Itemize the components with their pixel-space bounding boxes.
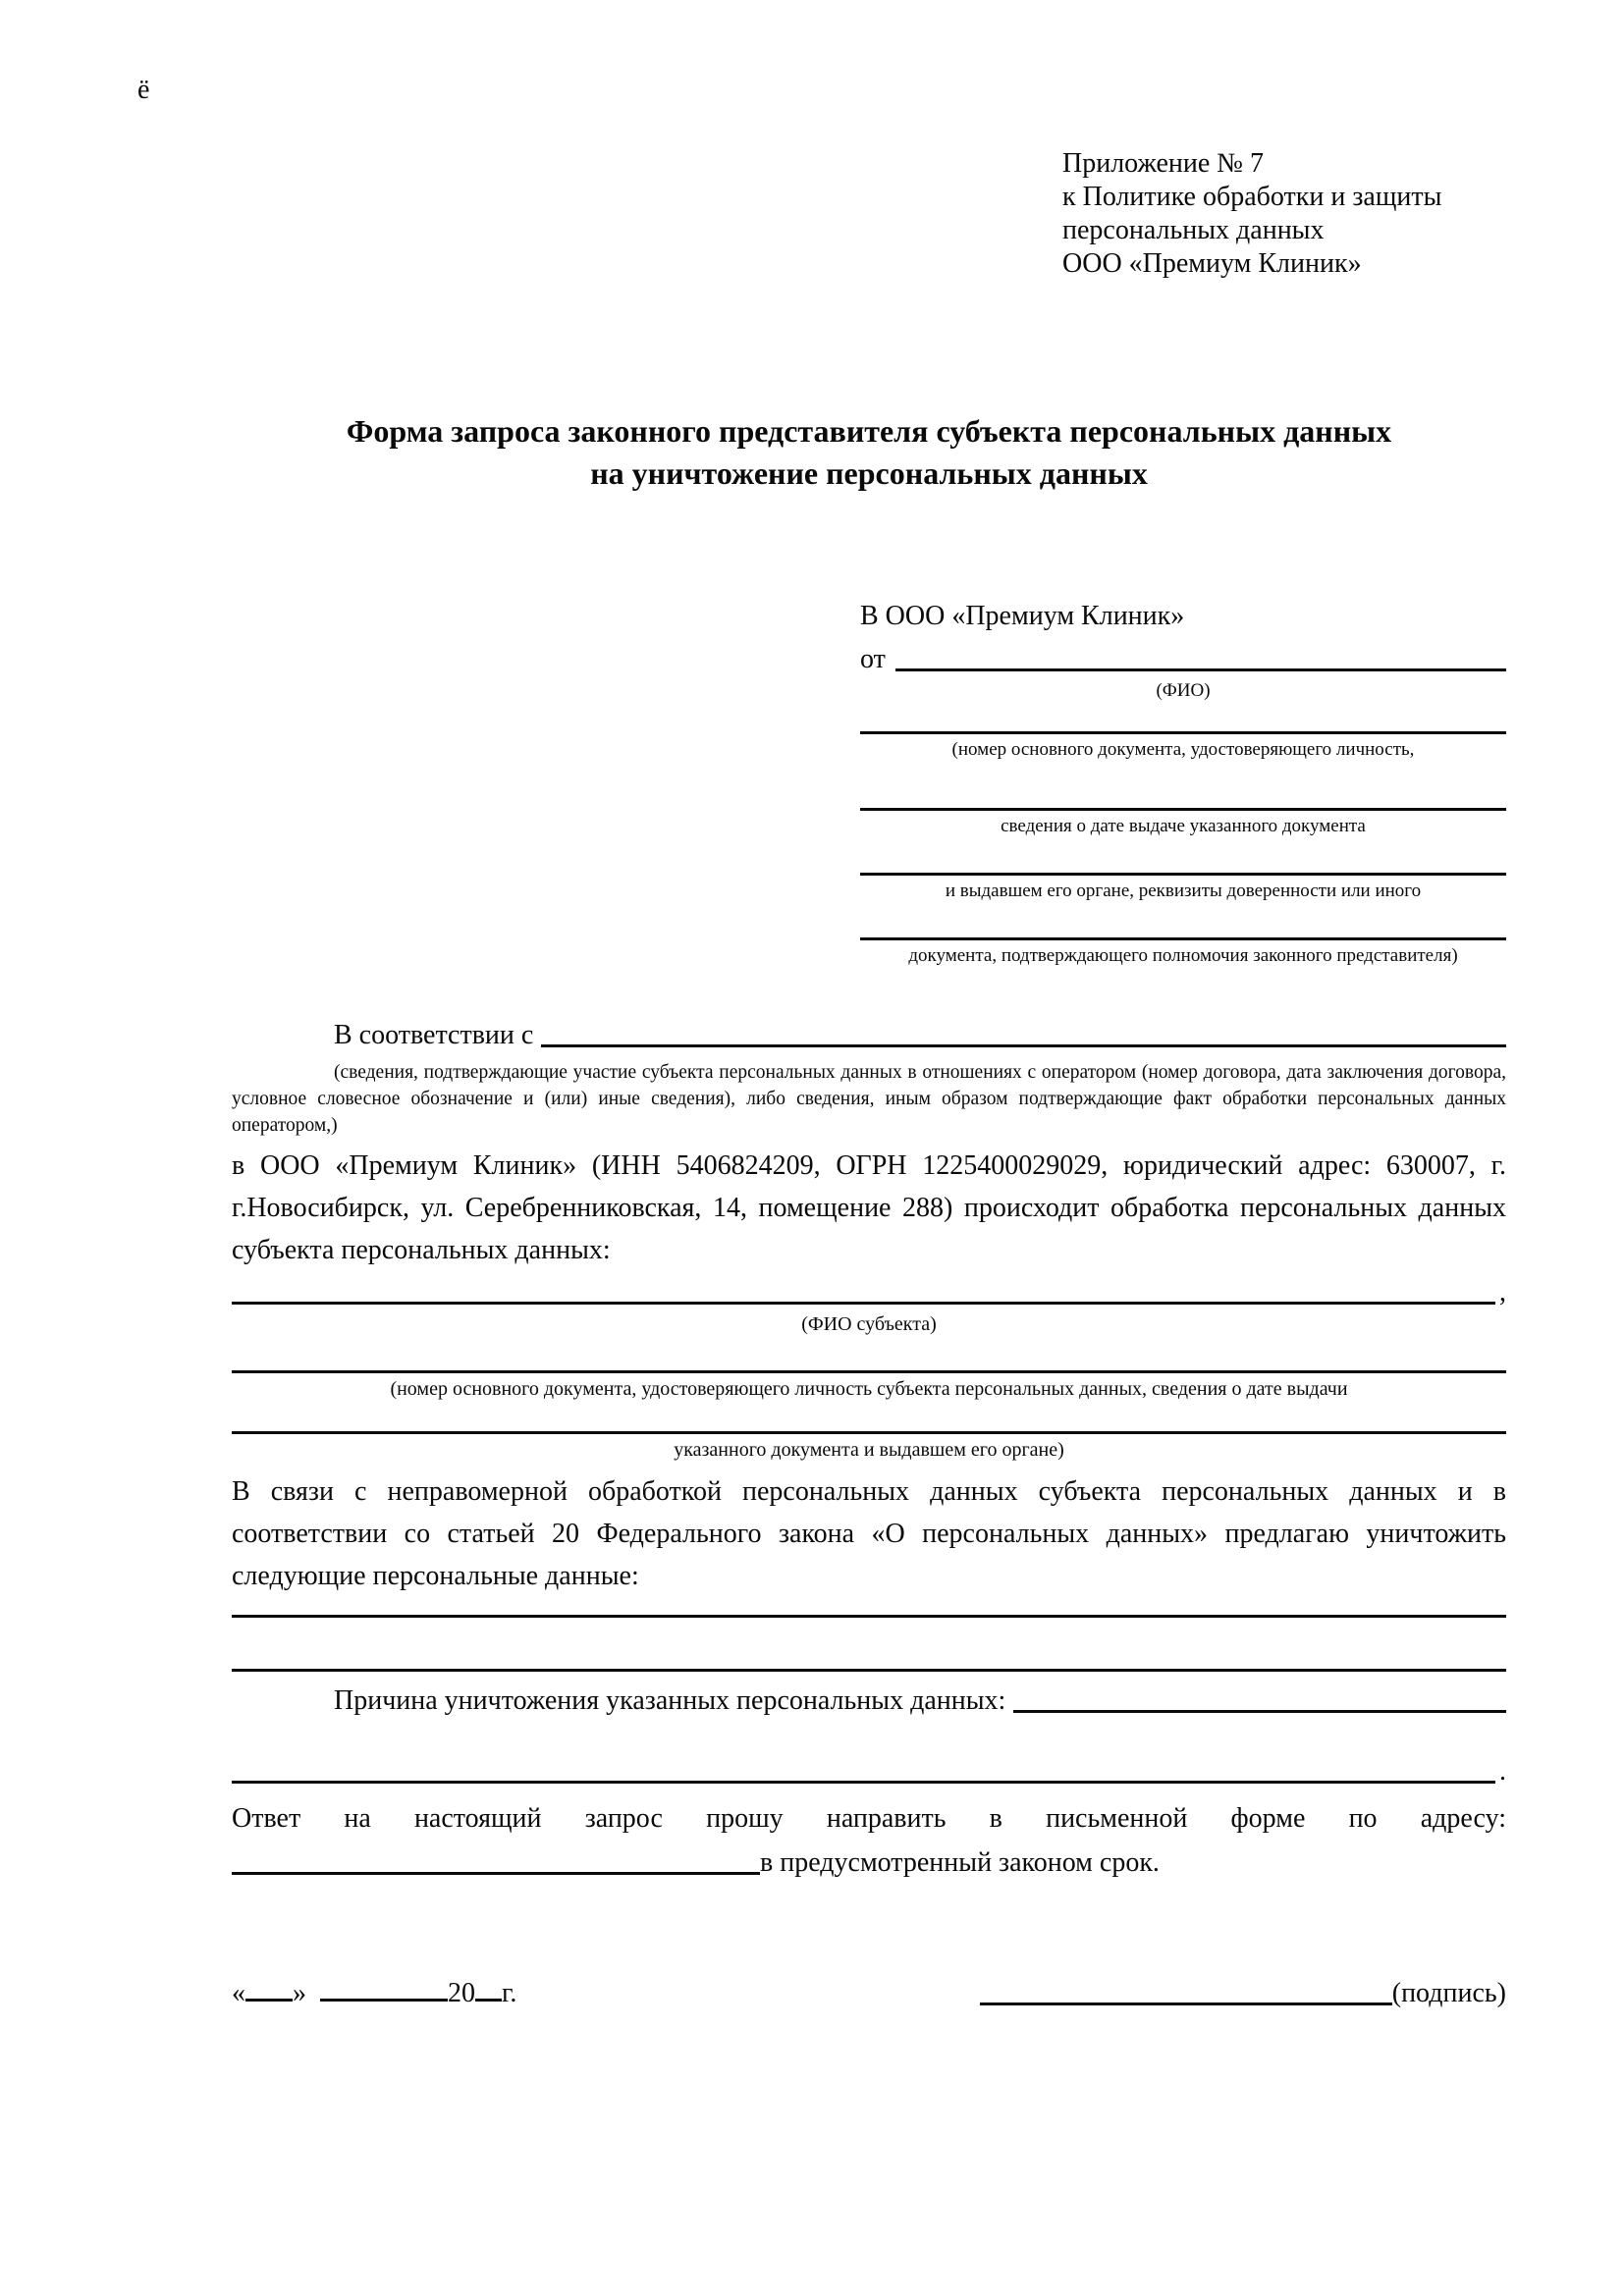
period-suffix: . xyxy=(1499,1756,1506,1787)
footer-row xyxy=(232,1977,1506,2009)
fio-caption: (ФИО) xyxy=(1156,680,1211,701)
subject-fio-row xyxy=(232,1277,1506,1308)
reason-label: Причина уничтожения указанных персональных данных: xyxy=(334,1685,1006,1716)
header-line: к Политике обработки и защиты xyxy=(1062,182,1442,212)
data-blank-line xyxy=(232,1615,1506,1618)
stray-char: ё xyxy=(137,75,150,105)
accordance-row xyxy=(232,1020,1506,1051)
fio-blank-line xyxy=(895,668,1506,671)
attachment-header xyxy=(1062,147,1506,281)
demand-paragraph: В связи с неправомерной обработкой персональных данных субъекта персональных данных и в соответствии со статьей 20 Федерального закона «О персональных данных» предлагаю уничтожить следующие персональные данные: xyxy=(232,1476,1506,1591)
header-line: персональных данных xyxy=(1062,215,1325,245)
doc-blank-line xyxy=(860,731,1506,734)
doc-blank-line xyxy=(860,937,1506,940)
doc-blank-line xyxy=(860,873,1506,876)
addressee-to: В ООО «Премиум Клиник» xyxy=(860,601,1185,631)
month-blank xyxy=(320,1977,448,2002)
from-label: от xyxy=(860,644,886,674)
accordance-note: (сведения, подтверждающие участие субъекта персональных данных в отношениях с оператором (номер договора, дата заключения договора, условное словесное обозначение и (или) иные сведения), либо сведения, иным образом подтверждающие факт обработки персональных данных оператором,) xyxy=(232,1062,1506,1136)
reason-blank-line xyxy=(1013,1710,1506,1713)
address-blank-line xyxy=(232,1872,760,1875)
response-paragraph: Ответ на настоящий запрос прошу направить в письменной форме по адресу: xyxy=(232,1803,1506,1834)
signature-group xyxy=(980,1978,1506,2009)
subject-fio-blank-line xyxy=(232,1302,1495,1305)
header-line: Приложение № 7 xyxy=(1062,148,1264,179)
signature-caption: (подпись) xyxy=(1391,1978,1506,2008)
address-row xyxy=(232,1847,1506,1879)
form-title-line-2: на уничтожение персональных данных xyxy=(590,455,1148,491)
addressee-block xyxy=(860,601,1506,969)
reason-blank-line-2 xyxy=(232,1781,1495,1784)
from-row xyxy=(860,644,1506,675)
subject-doc-blank-line xyxy=(232,1431,1506,1434)
accordance-label: В соответствии с xyxy=(334,1020,534,1050)
quote-open: « xyxy=(232,1978,245,2008)
subject-doc-caption-1: (номер основного документа, удостоверяющего личность субъекта персональных данных, сведения о дате выдачи xyxy=(390,1378,1348,1400)
quote-close: » xyxy=(293,1978,306,2008)
doc-blank-line xyxy=(860,808,1506,811)
form-title-line-1: Форма запроса законного представителя субъекта персональных данных xyxy=(346,413,1392,449)
year-blank xyxy=(475,1977,502,2002)
signature-blank-line xyxy=(980,1981,1392,2005)
form-title xyxy=(232,410,1506,495)
year-prefix: 20 xyxy=(448,1978,475,2008)
reason-end-row xyxy=(232,1756,1506,1788)
subject-doc-caption-2: указанного документа и выдавшем его органе) xyxy=(674,1439,1064,1461)
doc-caption: и выдавшем его органе, реквизиты доверенности или иного xyxy=(945,881,1422,901)
doc-caption: (номер основного документа, удостоверяющего личность, xyxy=(951,739,1415,760)
operator-paragraph: в ООО «Премиум Клиник» (ИНН 5406824209, ОГРН 1225400029029, юридический адрес: 630007, г. г.Новосибирск, ул. Серебренниковская, 14, помещение 288) происходит обработка персональных данных субъекта персональных данных: xyxy=(232,1150,1506,1265)
doc-caption: документа, подтверждающего полномочия законного представителя) xyxy=(908,945,1458,966)
day-blank xyxy=(245,1977,293,2002)
subject-fio-caption: (ФИО субъекта) xyxy=(801,1313,937,1335)
year-suffix: г. xyxy=(502,1978,517,2008)
subject-doc-blank-line xyxy=(232,1370,1506,1373)
date-group xyxy=(232,1977,516,2009)
reason-row xyxy=(232,1685,1506,1717)
doc-caption: сведения о дате выдаче указанного документа xyxy=(1001,816,1366,836)
accordance-blank-line xyxy=(541,1044,1506,1047)
data-blank-line xyxy=(232,1669,1506,1672)
response-tail: в предусмотренный законом срок. xyxy=(760,1847,1160,1878)
header-line: ООО «Премиум Клиник» xyxy=(1062,248,1362,279)
comma-suffix: , xyxy=(1499,1277,1506,1308)
